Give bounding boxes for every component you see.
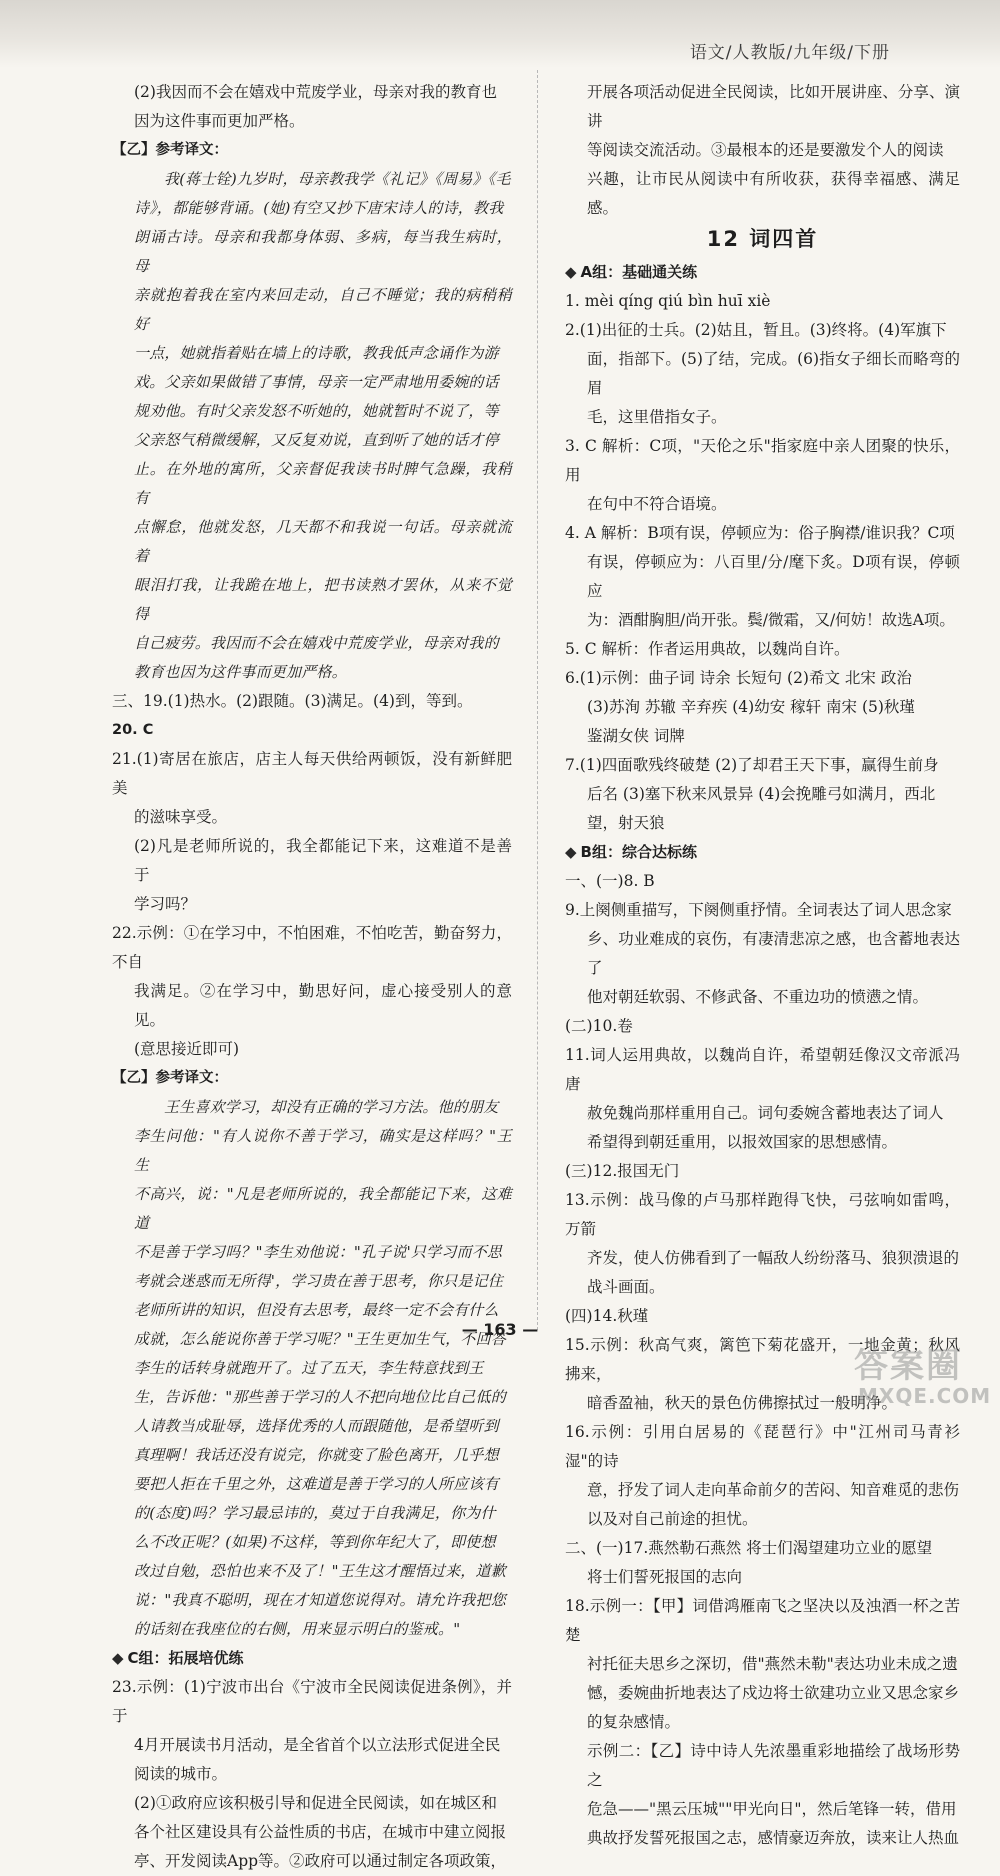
answer-line: 6.(1)示例：曲子词 诗余 长短句 (2)希文 北宋 政治 (565, 669, 912, 687)
answer-line: 在句中不符合语境。 (587, 495, 727, 513)
answer-line: 亭、开发阅读App等。②政府可以通过制定各项政策， (134, 1852, 507, 1870)
answer-line: 1. mèi qíng qiú bìn huī xiè (565, 292, 771, 310)
answer-line: 13.示例：战马像的卢马那样跑得飞快，弓弦响如雷鸣，万箭 (565, 1191, 960, 1238)
answer-line: 5. C 解析：作者运用典故，以魏尚自许。 (565, 640, 850, 658)
answer-line: 兴趣，让市民从阅读中有所收获，获得幸福感、满足感。 (587, 170, 960, 217)
answer-line: 的复杂感情。 (587, 1713, 681, 1731)
section-label: 【乙】参考译文： (112, 142, 228, 158)
diamond-icon: ◆ (112, 1649, 124, 1667)
answer-line: (3)苏洵 苏辙 辛弃疾 (4)幼安 稼轩 南宋 (5)秋瑾 (587, 698, 915, 716)
answer-line: 希望得到朝廷重用，以报效国家的思想感情。 (587, 1133, 898, 1151)
answer-line: 毛，这里借指女子。 (587, 408, 727, 426)
translation-line: 生，告诉他："那些善于学习的人不把向地位比自己低的 (134, 1388, 506, 1406)
answer-line: 9.上阕侧重描写，下阕侧重抒情。全词表达了词人思念家 (565, 901, 952, 919)
answer-line: 他对朝廷软弱、不修武备、不重边功的愤懑之情。 (587, 988, 929, 1006)
page-number: — 163 — (461, 1320, 539, 1339)
answer-line: 将士们誓死报国的志向 (587, 1568, 743, 1586)
translation-line: 自己疲劳。我因而不会在嬉戏中荒废学业，母亲对我的 (134, 634, 499, 652)
answer-line: 11.词人运用典故，以魏尚自许，希望朝廷像汉文帝派冯唐 (565, 1046, 960, 1093)
group-heading-c: ◆ C组：拓展培优练 (112, 1649, 244, 1667)
answer-line: 2.(1)出征的士兵。(2)姑且，暂且。(3)终将。(4)军旗下 (565, 321, 947, 339)
answer-line: 开展各项活动促进全民阅读，比如开展讲座、分享、演讲 (587, 83, 960, 130)
translation-line: 眼泪打我，让我跪在地上，把书读熟才罢休，从来不觉得 (134, 576, 512, 623)
translation-line: 王生喜欢学习，却没有正确的学习方法。他的朋友 (164, 1098, 499, 1116)
answer-line: 憾，委婉曲折地表达了戍边将士欲建功立业又思念家乡 (587, 1684, 960, 1702)
translation-line: 朗诵古诗。母亲和我都身体弱、多病，每当我生病时，母 (134, 228, 512, 275)
answer-line: 典故抒发誓死报国之志，感情豪迈奔放，读来让人热血 (587, 1829, 960, 1847)
translation-line: 止。在外地的寓所，父亲督促我读书时脾气急躁，我稍有 (134, 460, 512, 507)
section-title: 12 词四首 (706, 227, 819, 251)
translation-line: 的(态度)吗？学习最忌讳的，莫过于自我满足，你为什 (134, 1504, 496, 1522)
answer-line: 16.示例：引用白居易的《琵琶行》中"江州司马青衫湿"的诗 (565, 1423, 960, 1470)
translation-line: 我(蒋士铨)九岁时，母亲教我学《礼记》《周易》《毛 (164, 170, 511, 188)
translation-line: 李生的话转身就跑开了。过了五天，李生特意找到王 (134, 1359, 484, 1377)
answer-line: 鉴湖女侠 词牌 (587, 727, 685, 745)
watermark-url: MXQE.COM (858, 1384, 992, 1408)
answer-line: (意思接近即可) (134, 1040, 240, 1058)
translation-line: 点懈怠，他就发怒，几天都不和我说一句话。母亲就流着 (134, 518, 512, 565)
watermark-logo (848, 1338, 992, 1412)
answer-line: 4. A 解析：B项有误，停顿应为：俗子胸襟/谁识我？C项 (565, 524, 955, 542)
running-header: 语文/人教版/九年级/下册 (689, 43, 890, 63)
answer-line: 18.示例一：【甲】词借鸿雁南飞之坚决以及浊酒一杯之苦楚 (565, 1597, 960, 1644)
group-heading-a: ◆ A组：基础通关练 (565, 263, 698, 281)
translation-line: 教育也因为这件事而更加严格。 (134, 663, 347, 681)
right-column (565, 78, 960, 1853)
answer-line: 战斗画面。 (587, 1278, 665, 1296)
answer-line: 乡、功业难成的哀伤，有凄清悲凉之感，也含蓄地表达了 (587, 930, 960, 977)
answer-line: 我满足。②在学习中，勤思好问，虚心接受别人的意见。 (134, 982, 512, 1029)
answer-line: (2)①政府应该积极引导和促进全民阅读，如在城区和 (134, 1794, 497, 1812)
answer-line: 三、19.(1)热水。(2)跟随。(3)满足。(4)到，等到。 (112, 692, 473, 710)
translation-line: 么不改正呢？(如果)不这样，等到你年纪大了，即使想 (134, 1533, 496, 1551)
translation-line: 规劝他。有时父亲发怒不听她的，她就暂时不说了，等 (134, 402, 499, 420)
translation-line: 说："我真不聪明，现在才知道您说得对。请允许我把您 (134, 1591, 506, 1609)
left-column (112, 78, 512, 1876)
section-label: 【乙】参考译文： (112, 1070, 228, 1086)
answer-line: 21.(1)寄居在旅店，店主人每天供给两顿饭，没有新鲜肥美 (112, 750, 512, 797)
translation-line: 的话刻在我座位的右侧，用来显示明白的鉴戒。" (134, 1620, 461, 1638)
translation-line: 戏。父亲如果做错了事情，母亲一定严肃地用委婉的话 (134, 373, 499, 391)
answer-line: 一、(一)8. B (565, 872, 655, 890)
answer-line: 7.(1)四面歌残终破楚 (2)了却君王天下事，赢得生前身 (565, 756, 939, 774)
answer-line: 赦免魏尚那样重用自己。词句委婉含蓄地表达了词人 (587, 1104, 944, 1122)
translation-line: 李生问他："有人说你不善于学习，确实是这样吗？"王生 (134, 1127, 512, 1174)
text-line: 因为这件事而更加严格。 (134, 112, 305, 130)
diamond-icon: ◆ (565, 263, 577, 281)
translation-line: 诗》，都能够背诵。(她)有空又抄下唐宋诗人的诗，教我 (134, 199, 504, 217)
answer-line: 阅读的城市。 (134, 1765, 228, 1783)
answer-line: 后名 (3)塞下秋来风景异 (4)会挽雕弓如满月，西北 (587, 785, 936, 803)
answer-line: (二)10.卷 (565, 1017, 633, 1035)
group-heading-b: ◆ B组：综合达标练 (565, 843, 697, 861)
answer-line: 的滋味享受。 (134, 808, 228, 826)
answer-line: 15.示例：秋高气爽，篱笆下菊花盛开，一地金黄；秋风拂来， (565, 1336, 960, 1383)
answer-line: 齐发，使人仿佛看到了一幅敌人纷纷落马、狼狈溃退的 (587, 1249, 960, 1267)
answer-line: 意，抒发了词人走向革命前夕的苦闷、知音难觅的悲伤 (587, 1481, 960, 1499)
translation-line: 考就会迷惑而无所得'，学习贵在善于思考，你只是记住 (134, 1272, 504, 1290)
answer-line: 有误，停顿应为：八百里/分/麾下炙。D项有误，停顿应 (587, 553, 960, 600)
translation-line: 要把人拒在千里之外，这难道是善于学习的人所应该有 (134, 1475, 499, 1493)
answer-line: 示例二：【乙】诗中诗人先浓墨重彩地描绘了战场形势之 (587, 1742, 960, 1789)
answer-line: 二、(一)17.燕然勒石燕然 将士们渴望建功立业的愿望 (565, 1539, 933, 1557)
translation-line: 亲就抱着我在室内来回走动，自己不睡觉；我的病稍稍好 (134, 286, 512, 333)
answer-line: 等阅读交流活动。③最根本的还是要激发个人的阅读 (587, 141, 944, 159)
answer-line: 各个社区建设具有公益性质的书店，在城市中建立阅报 (134, 1823, 507, 1841)
translation-line: 人请教当成耻辱，选择优秀的人而跟随他，是希望听到 (134, 1417, 499, 1435)
answer-line: (四)14.秋瑾 (565, 1307, 649, 1325)
answer-line: 暗香盈袖，秋天的景色仿佛擦拭过一般明净。 (587, 1394, 898, 1412)
translation-line: 一点，她就指着贴在墙上的诗歌，教我低声念诵作为游 (134, 344, 499, 362)
translation-line: 父亲怒气稍微缓解，又反复劝说，直到听了她的话才停 (134, 431, 499, 449)
translation-line: 改过自勉，恐怕也来不及了！"王生这才醒悟过来，道歉 (134, 1562, 506, 1580)
answer-line: 以及对自己前途的担忧。 (587, 1510, 758, 1528)
translation-line: 不高兴，说："凡是老师所说的，我全都能记下来，这难道 (134, 1185, 512, 1232)
answer-line: 22.示例：①在学习中，不怕困难，不怕吃苦，勤奋努力，不自 (112, 924, 512, 971)
answer-line: 20. C (112, 722, 154, 738)
translation-line: 真理啊！我话还没有说完，你就变了脸色离开，几乎想 (134, 1446, 499, 1464)
answer-line: 23.示例：(1)宁波市出台《宁波市全民阅读促进条例》，并于 (112, 1678, 512, 1725)
answer-line: 4月开展读书月活动，是全省首个以立法形式促进全民 (134, 1736, 501, 1754)
answer-line: (2)凡是老师所说的，我全都能记下来，这难道不是善于 (134, 837, 512, 884)
answer-line: 衬托征夫思乡之深切，借"燕然未勒"表达功业未成之遗 (587, 1655, 958, 1673)
answer-line: (三)12.报国无门 (565, 1162, 680, 1180)
answer-line: 学习吗？ (134, 895, 197, 913)
translation-line: 老师所讲的知识，但没有去思考，最终一定不会有什么 (134, 1301, 499, 1319)
translation-line: 不是善于学习吗？"李生劝他说："孔子说'只学习而不思 (134, 1243, 503, 1261)
diamond-icon: ◆ (565, 843, 577, 861)
answer-line: 3. C 解析：C项，"天伦之乐"指家庭中亲人团聚的快乐，用 (565, 437, 960, 484)
watermark-text: 答案圈 (854, 1346, 962, 1386)
translation-line: 成就，怎么能说你善于学习呢？"王生更加生气，不回答 (134, 1330, 506, 1348)
answer-line: 为：酒酣胸胆/尚开张。鬓/微霜，又/何妨！故选A项。 (587, 611, 955, 629)
answer-line: 望，射天狼 (587, 814, 665, 832)
answer-line: 面，指部下。(5)了结，完成。(6)指女子细长而略弯的眉 (587, 350, 960, 397)
text-line: (2)我因而不会在嬉戏中荒废学业，母亲对我的教育也 (134, 83, 497, 101)
answer-line: 危急——"黑云压城""甲光向日"，然后笔锋一转，借用 (587, 1800, 957, 1818)
column-divider (537, 70, 539, 1330)
